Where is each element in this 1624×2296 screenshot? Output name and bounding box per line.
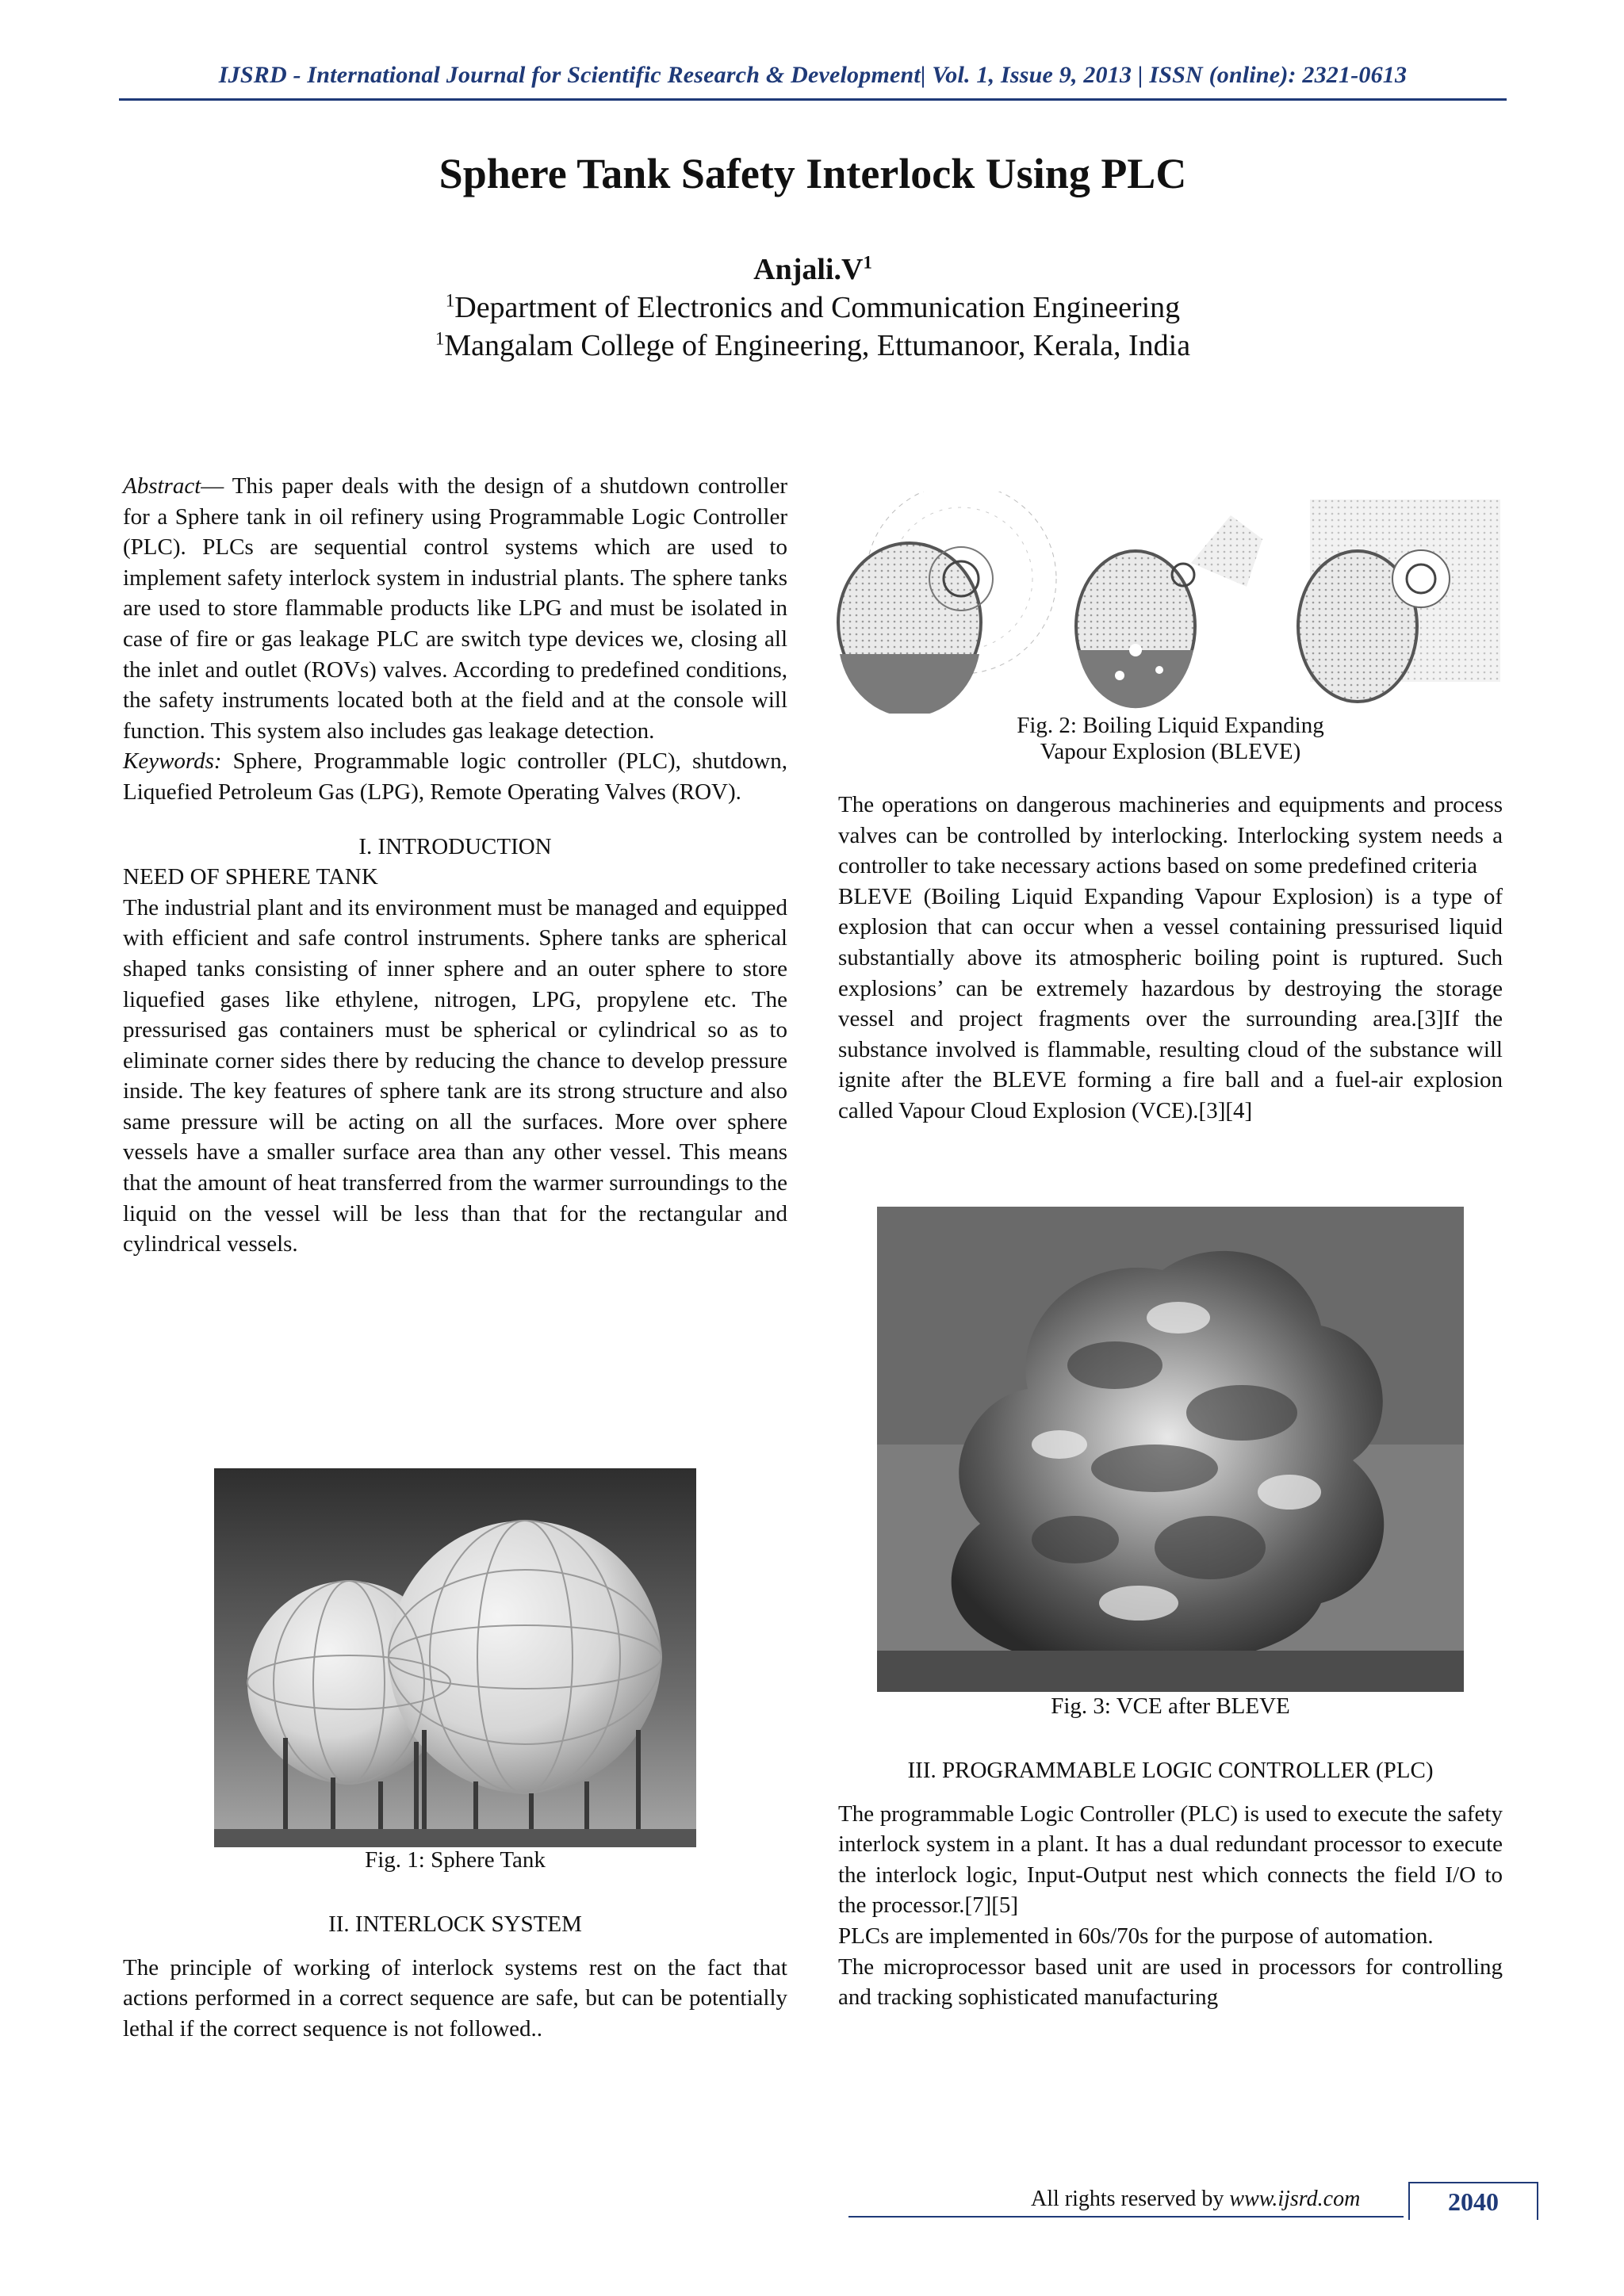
author-name: $Anjali.V^1$ bbox=[753, 252, 872, 286]
figure-2-caption: Fig. 2: Boiling Liquid Expanding Vapour Explosion (BLEVE) bbox=[1017, 713, 1324, 764]
left-column bbox=[123, 471, 787, 1260]
abstract: Abstract— This paper deals with the design of a shutdown controller for a Sphere tank in oil refinery using Programmable Logic Controller (PLC). PLCs are sequential control systems which are used to implement safety interlock system in industrial plants. The sphere tanks are used to store flammable products like LPG and must be isolated in case of fire or gas leakage PLC are switch type devices we, closing all the inlet and outlet (ROVs) valves. According to predefined conditions, the safety instruments located both at the field and at the console will function. This system also includes gas leakage detection. bbox=[123, 473, 787, 744]
bleve-paragraph: BLEVE (Boiling Liquid Expanding Vapour Explosion) is a type of explosion that can occur when a vessel containing pressurised liquid substantially above its atmospheric boiling point is ruptured. Such explosions’ can be extremely hazardous by destroying the storage vessel and project fragments over the surrounding area.[3]If the substance involved is flammable, resulting cloud of the substance will ignite after the BLEVE forming a fire ball and a fuel-air explosion called Vapour Cloud Explosion (VCE).[3][4] bbox=[838, 883, 1503, 1123]
interlock-paragraph: The operations on dangerous machineries and equipments and process valves can be controlled by interlocking. Interlocking system needs a controller to take necessary actions based on some predefined criteria bbox=[838, 792, 1503, 879]
section-2-heading: II. INTERLOCK SYSTEM bbox=[328, 1911, 582, 1937]
figure-2-bleve-diagram bbox=[834, 492, 1505, 714]
affiliation-department: $^1$Department of Electronics and Communication Engineering bbox=[445, 290, 1181, 324]
figure-1-sphere-tank-photo bbox=[214, 1468, 696, 1847]
section-3 bbox=[838, 1755, 1503, 2013]
section-1-subheading: NEED OF SPHERE TANK bbox=[123, 864, 378, 890]
right-column-text bbox=[838, 790, 1503, 1127]
page-number: 2040 bbox=[1408, 2182, 1538, 2220]
section-2 bbox=[123, 1909, 787, 2044]
figure-3-caption: Fig. 3: VCE after BLEVE bbox=[1051, 1693, 1290, 1719]
section-1-heading: I. INTRODUCTION bbox=[358, 833, 552, 859]
footer-site-link[interactable]: www.ijsrd.com bbox=[1229, 2187, 1361, 2211]
footer-rule bbox=[848, 2216, 1404, 2218]
figure-1-caption: Fig. 1: Sphere Tank bbox=[365, 1847, 546, 1873]
figure-3-vce-photo bbox=[877, 1207, 1464, 1692]
section-3-para-2: PLCs are implemented in 60s/70s for the purpose of automation. bbox=[838, 1923, 1434, 1949]
affiliation-college: $^1$Mangalam College of Engineering, Ettumanoor, Kerala, India bbox=[435, 328, 1191, 362]
section-3-heading: III. PROGRAMMABLE LOGIC CONTROLLER (PLC) bbox=[907, 1758, 1434, 1783]
header-rule bbox=[119, 98, 1507, 101]
keywords: Keywords: Sphere, Programmable logic controller (PLC), shutdown, Liquefied Petroleum Gas (LPG), Remote Operating Valves (ROV). bbox=[123, 748, 787, 805]
section-1-body: The industrial plant and its environment must be managed and equipped with efficient and safe control instruments. Sphere tanks are spherical shaped tanks consisting of inner sphere and an outer sphere to store liquefied gases like ethylene, nitrogen, LPG, propylene etc. The pressurised gas containers must be spherical or cylindrical so as to eliminate corner sides there by reducing the chance to develop pressure inside. The key features of sphere tank are its strong structure and also same pressure will be acting on all the surfaces. More over sphere vessels have a smaller surface area than any other vessel. This means that the amount of heat transferred from the warmer surroundings to the liquid on the vessel will be less than that for the rectangular and cylindrical vessels. bbox=[123, 894, 787, 1257]
section-3-para-3: The microprocessor based unit are used in processors for controlling and tracking sophisticated manufacturing bbox=[838, 1954, 1503, 2011]
section-2-body: The principle of working of interlock systems rest on the fact that actions performed in a correct sequence are safe, but can be potentially lethal if the correct sequence is not followed.. bbox=[123, 1954, 787, 2042]
journal-header: IJSRD - International Journal for Scientific Research & Development| Vol. 1, Issue 9, 2013 | ISSN (online): 2321-0613 bbox=[218, 62, 1408, 88]
section-3-para-1: The programmable Logic Controller (PLC) is used to execute the safety interlock system in a plant. It has a dual redundant processor to execute the interlock logic, Input-Output nest which connects the field I/O to the processor.[7][5] bbox=[838, 1800, 1503, 1919]
paper-title: Sphere Tank Safety Interlock Using PLC bbox=[439, 150, 1187, 197]
footer-rights: All rights reserved by www.ijsrd.com bbox=[1031, 2187, 1361, 2211]
